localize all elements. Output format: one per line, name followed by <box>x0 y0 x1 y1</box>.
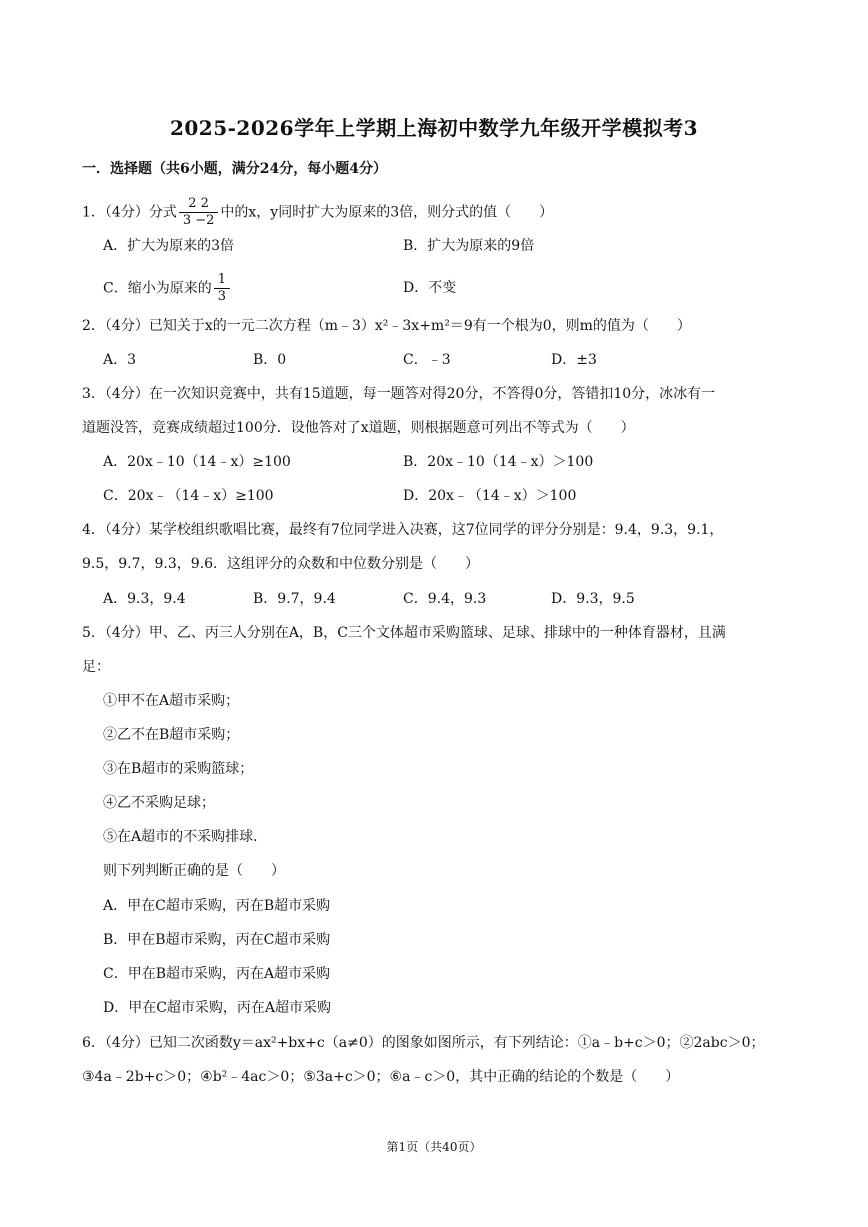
q4-option-d: D．9.3，9.5 <box>551 591 635 607</box>
q1-option-c-text: C．缩小为原来的 <box>103 280 212 297</box>
q2-option-a: A．3 <box>103 352 137 368</box>
q5-condition-5: ⑤在A超市的不采购排球． <box>103 829 268 845</box>
q5-option-d: D．甲在C超市采购，丙在A超市采购 <box>103 1000 332 1016</box>
question-6-line-1: 6．（4分）已知二次函数y＝ax²+bx+c（a≠0）的图象如图所示，有下列结论：①a﹣b+c＞0；②2abc＞0； <box>82 1035 765 1051</box>
q3-option-b: B．20x﹣10（14﹣x）＞100 <box>403 454 594 470</box>
q5-ask: 则下列判断正确的是（ ） <box>103 863 285 879</box>
q1-option-a: A．扩大为原来的3倍 <box>103 238 235 254</box>
q2-option-c: C．﹣3 <box>403 352 451 368</box>
q3-option-d: D．20x﹣（14﹣x）＞100 <box>403 488 577 504</box>
fraction-denominator: 3 <box>217 289 226 304</box>
fraction-numerator: 1 <box>214 272 230 289</box>
q5-condition-1: ①甲不在A超市采购； <box>103 693 240 709</box>
question-4-line-1: 4．（4分）某学校组织歌唱比赛，最终有7位同学进入决赛，这7位同学的评分分别是：9.4，9.3，9.1， <box>82 522 724 538</box>
question-4-line-2: 9.5，9.7，9.3，9.6．这组评分的众数和中位数分别是（ ） <box>82 556 480 572</box>
page-footer: 第1页（共40页） <box>386 1140 482 1154</box>
question-3-line-1: 3．（4分）在一次知识竞赛中，共有15道题，每一题答对得20分，不答得0分，答错扣10分，冰冰有一 <box>82 386 716 402</box>
question-5-line-1: 5．（4分）甲、乙、丙三人分别在A，B，C三个文体超市采购篮球、足球、排球中的一种体育器材，且满 <box>82 625 726 641</box>
q4-option-b: B．9.7，9.4 <box>253 591 336 607</box>
question-6-line-2: ③4a﹣2b+c＞0；④b²﹣4ac＞0；⑤3a+c＞0；⑥a﹣c＞0，其中正确的结论的个数是（ ） <box>82 1069 680 1085</box>
q1-option-c <box>103 272 232 305</box>
fraction <box>179 196 219 229</box>
fraction <box>214 272 230 305</box>
section-heading: 一．选择题（共6小题，满分24分，每小题4分） <box>82 161 387 177</box>
fraction-numerator: 2 2 <box>179 196 219 213</box>
page-title: 2025-2026学年上学期上海初中数学九年级开学模拟考3 <box>169 116 699 140</box>
q1-option-d: D．不变 <box>403 280 457 296</box>
q2-option-b: B．0 <box>253 352 287 368</box>
q3-option-a: A．20x﹣10（14﹣x）≥100 <box>103 454 291 470</box>
question-1-prefix: 1．（4分）分式 <box>82 204 177 221</box>
question-5-line-2: 足： <box>82 659 110 675</box>
question-1-suffix: 中的x，y同时扩大为原来的3倍，则分式的值（ ） <box>220 204 554 221</box>
q3-option-c: C．20x﹣（14﹣x）≥100 <box>103 488 274 504</box>
q4-option-a: A．9.3，9.4 <box>103 591 186 607</box>
q5-condition-2: ②乙不在B超市采购； <box>103 727 240 743</box>
q4-option-c: C．9.4，9.3 <box>403 591 487 607</box>
q5-option-a: A．甲在C超市采购，丙在B超市采购 <box>103 898 331 914</box>
q5-condition-4: ④乙不采购足球； <box>103 795 215 811</box>
question-1 <box>82 196 553 229</box>
fraction-denominator: 3 −2 <box>182 213 215 228</box>
q5-option-c: C．甲在B超市采购，丙在A超市采购 <box>103 966 331 982</box>
q1-option-b: B．扩大为原来的9倍 <box>403 238 535 254</box>
question-2: 2．（4分）已知关于x的一元二次方程（m﹣3）x²﹣3x+m²＝9有一个根为0，则m的值为（ ） <box>82 318 691 334</box>
question-3-line-2: 道题没答，竞赛成绩超过100分．设他答对了x道题，则根据题意可列出不等式为（ ） <box>82 420 635 436</box>
q5-option-b: B．甲在B超市采购，丙在C超市采购 <box>103 932 331 948</box>
q5-condition-3: ③在B超市的采购篮球； <box>103 761 254 777</box>
q2-option-d: D．±3 <box>551 352 597 368</box>
